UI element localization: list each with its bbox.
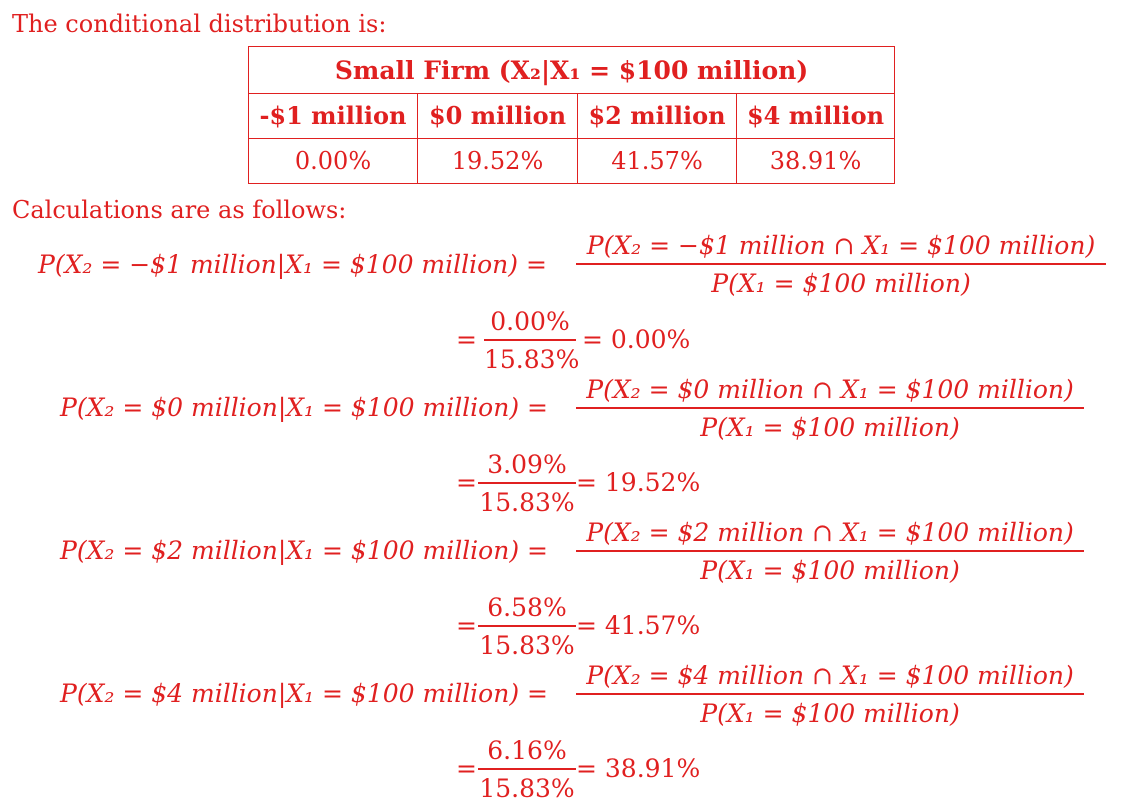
fraction-numerator: P(X₂ = $4 million ∩ X₁ = $100 million): [586, 661, 1074, 690]
fraction-denominator: P(X₁ = $100 million): [700, 698, 960, 728]
equals-sign: =: [456, 468, 477, 497]
equals-sign: =: [456, 325, 477, 354]
calculations-text: Calculations are as follows:: [12, 196, 347, 224]
header-cell: $0 million: [418, 94, 578, 139]
fraction-denominator: P(X₁ = $100 million): [700, 555, 960, 585]
equation-lhs: P(X₂ = $0 million|X₁ = $100 million) =: [60, 393, 548, 422]
value-cell: 38.91%: [737, 139, 895, 184]
value-cell: 41.57%: [578, 139, 737, 184]
calc-fraction: [484, 307, 580, 374]
fraction-numerator: P(X₂ = −$1 million ∩ X₁ = $100 million): [586, 231, 1096, 260]
intro-text: The conditional distribution is:: [12, 10, 387, 38]
result-value: = 0.00%: [582, 325, 691, 354]
conditional-distribution-table: [248, 46, 895, 184]
header-cell: $4 million: [737, 94, 895, 139]
equation-lhs: P(X₂ = $4 million|X₁ = $100 million) =: [60, 679, 548, 708]
fraction-bar: [484, 339, 576, 341]
equation-lhs: P(X₂ = −$1 million|X₁ = $100 million) =: [38, 250, 547, 279]
fraction-denominator: P(X₁ = $100 million): [700, 412, 960, 442]
value-cell: 19.52%: [418, 139, 578, 184]
calc-denominator: 15.83%: [479, 773, 575, 803]
probability-fraction: [576, 520, 1084, 583]
fraction-bar: [478, 482, 576, 484]
fraction-numerator: P(X₂ = $2 million ∩ X₁ = $100 million): [586, 518, 1074, 547]
probability-fraction: [576, 663, 1084, 726]
calc-fraction: [478, 595, 576, 658]
probability-fraction: [576, 377, 1084, 440]
fraction-bar: [576, 550, 1084, 552]
result-value: = 19.52%: [576, 468, 701, 497]
result-value: = 41.57%: [576, 611, 701, 640]
probability-fraction: [576, 233, 1106, 296]
calc-numerator: 3.09%: [487, 450, 567, 479]
calc-denominator: 15.83%: [479, 630, 575, 660]
calc-numerator: 6.16%: [487, 736, 567, 765]
calc-fraction: [478, 738, 576, 801]
calc-numerator: 0.00%: [490, 307, 570, 336]
header-cell: $2 million: [578, 94, 737, 139]
equals-sign: =: [456, 754, 477, 783]
calc-numerator: 6.58%: [487, 593, 567, 622]
fraction-bar: [576, 407, 1084, 409]
fraction-denominator: P(X₁ = $100 million): [711, 268, 971, 298]
calc-denominator: 15.83%: [479, 487, 575, 517]
equation-lhs: P(X₂ = $2 million|X₁ = $100 million) =: [60, 536, 548, 565]
table-caption: Small Firm (X₂|X₁ = $100 million): [249, 47, 895, 94]
fraction-numerator: P(X₂ = $0 million ∩ X₁ = $100 million): [586, 375, 1074, 404]
fraction-bar: [478, 625, 576, 627]
fraction-bar: [576, 263, 1106, 265]
calc-fraction: [478, 452, 576, 515]
equals-sign: =: [456, 611, 477, 640]
header-cell: -$1 million: [249, 94, 418, 139]
value-cell: 0.00%: [249, 139, 418, 184]
calc-denominator: 15.83%: [484, 344, 580, 374]
fraction-bar: [576, 693, 1084, 695]
result-value: = 38.91%: [576, 754, 701, 783]
fraction-bar: [478, 768, 576, 770]
